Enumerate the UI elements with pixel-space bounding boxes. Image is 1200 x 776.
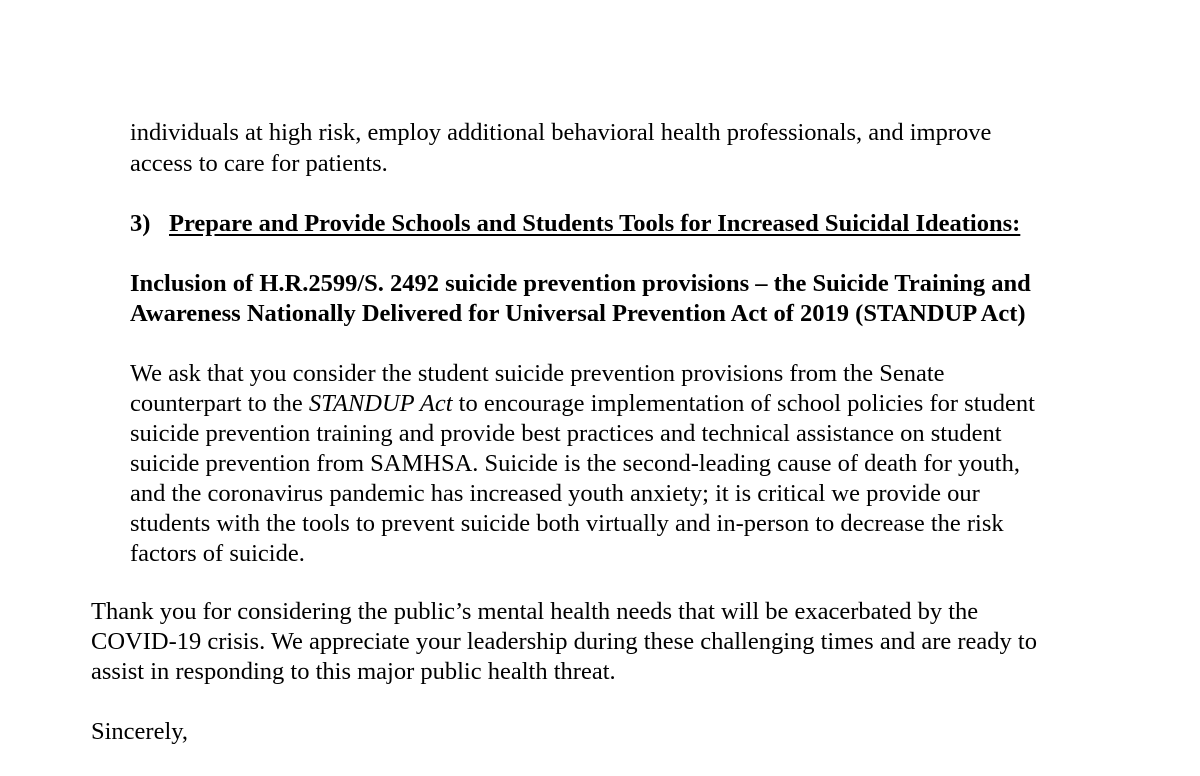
standup-act-italic: STANDUP Act [308,390,453,417]
closing-line-3: assist in responding to this major public health threat. [91,658,616,685]
continuation-line-2: access to care for patients. [130,150,388,177]
continuation-line-1: individuals at high risk, employ additional behavioral health professionals, and improve [130,119,992,146]
request-line-4: suicide prevention from SAMHSA. Suicide is the second-leading cause of death for youth, [130,450,1020,477]
section-3-number: 3) [130,210,151,237]
closing-line-1: Thank you for considering the public’s mental health needs that will be exacerbated by the [91,598,979,625]
request-line-3: suicide prevention training and provide best practices and technical assistance on student [130,420,1002,447]
section-3-heading [130,209,1020,239]
closing-line-2: COVID-19 crisis. We appreciate your leadership during these challenging times and are ready to [91,628,1037,655]
inclusion-line-2: Awareness Nationally Delivered for Universal Prevention Act of 2019 (STANDUP Act) [130,300,1026,327]
request-line-6: students with the tools to prevent suicide both virtually and in-person to decrease the risk [130,510,1004,537]
request-line-2-before: counterpart to the [130,390,309,417]
inclusion-line-1: Inclusion of H.R.2599/S. 2492 suicide prevention provisions – the Suicide Training and [130,270,1031,297]
request-line-1: We ask that you consider the student suicide prevention provisions from the Senate [130,360,945,387]
request-line-7: factors of suicide. [130,540,305,567]
signoff: Sincerely, [91,718,189,745]
request-line-2 [130,389,1035,419]
request-line-2-after: to encourage implementation of school policies for student [452,390,1035,417]
request-line-5: and the coronavirus pandemic has increased youth anxiety; it is critical we provide our [130,480,980,507]
section-3-title: Prepare and Provide Schools and Students Tools for Increased Suicidal Ideations: [169,210,1021,237]
